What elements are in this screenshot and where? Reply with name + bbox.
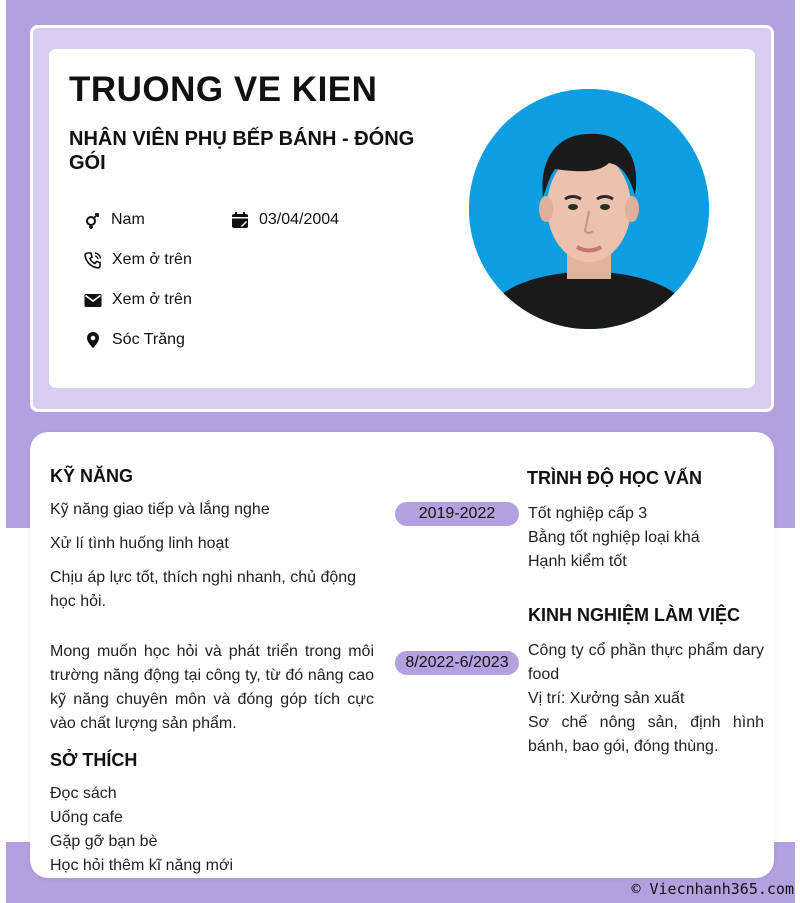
experience-period-badge: 8/2022-6/2023 [395,651,519,675]
education-line: Hạnh kiểm tốt [528,553,627,570]
gender-icon [83,211,101,229]
skill-item: Xử lí tình huống linh hoạt [50,535,229,552]
email-row [84,291,192,309]
hobby-item: Học hỏi thêm kĩ năng mới [50,857,234,874]
envelope-icon [84,291,102,309]
birthday-row [231,211,339,229]
profile-photo [469,89,709,329]
skills-title: KỸ NĂNG [50,466,134,486]
candidate-name: TRUONG VE KIEN [69,70,378,109]
experience-company: Công ty cổ phần thực phẩm dary food [528,642,764,683]
job-title: NHÂN VIÊN PHỤ BẾP BÁNH - ĐÓNG GÓI [69,128,415,174]
phone-row [84,251,192,269]
skill-item: Chịu áp lực tốt, thích nghi nhanh, chủ động học hỏi. [50,569,357,610]
hobby-item: Gặp gỡ bạn bè [50,833,158,850]
email-text: Xem ở trên [112,291,192,308]
education-line: Bằng tốt nghiệp loại khá [528,529,700,546]
experience-description: Sơ chế nông sản, định hình bánh, bao gói, đóng thùng. [528,714,764,755]
career-objective: Mong muốn học hỏi và phát triển trong môi trường năng động tại công ty, từ đó nâng cao kỹ năng chuyên môn và đóng góp tích cực vào chất lượng sản phẩm. [50,643,374,732]
skill-item: Kỹ năng giao tiếp và lắng nghe [50,501,270,518]
calendar-icon [231,211,249,229]
education-line: Tốt nghiệp cấp 3 [528,505,648,522]
phone-icon [84,251,102,269]
education-period-badge: 2019-2022 [395,502,519,526]
hobby-item: Đọc sách [50,785,117,802]
experience-title: KINH NGHIỆM LÀM VIỆC [528,605,741,625]
hobbies-title: SỞ THÍCH [50,750,138,770]
education-title: TRÌNH ĐỘ HỌC VẤN [527,468,702,488]
hobby-item: Uống cafe [50,809,123,826]
experience-position: Vị trí: Xưởng sản xuất [528,690,685,707]
location-pin-icon [84,331,102,349]
address-text: Sóc Trăng [112,331,185,348]
footer-copyright: © Viecnhanh365.com [631,880,794,898]
phone-text: Xem ở trên [112,251,192,268]
birthday-text: 03/04/2004 [259,211,340,228]
gender-row [83,211,145,229]
address-row [84,331,185,349]
gender-text: Nam [111,211,145,228]
